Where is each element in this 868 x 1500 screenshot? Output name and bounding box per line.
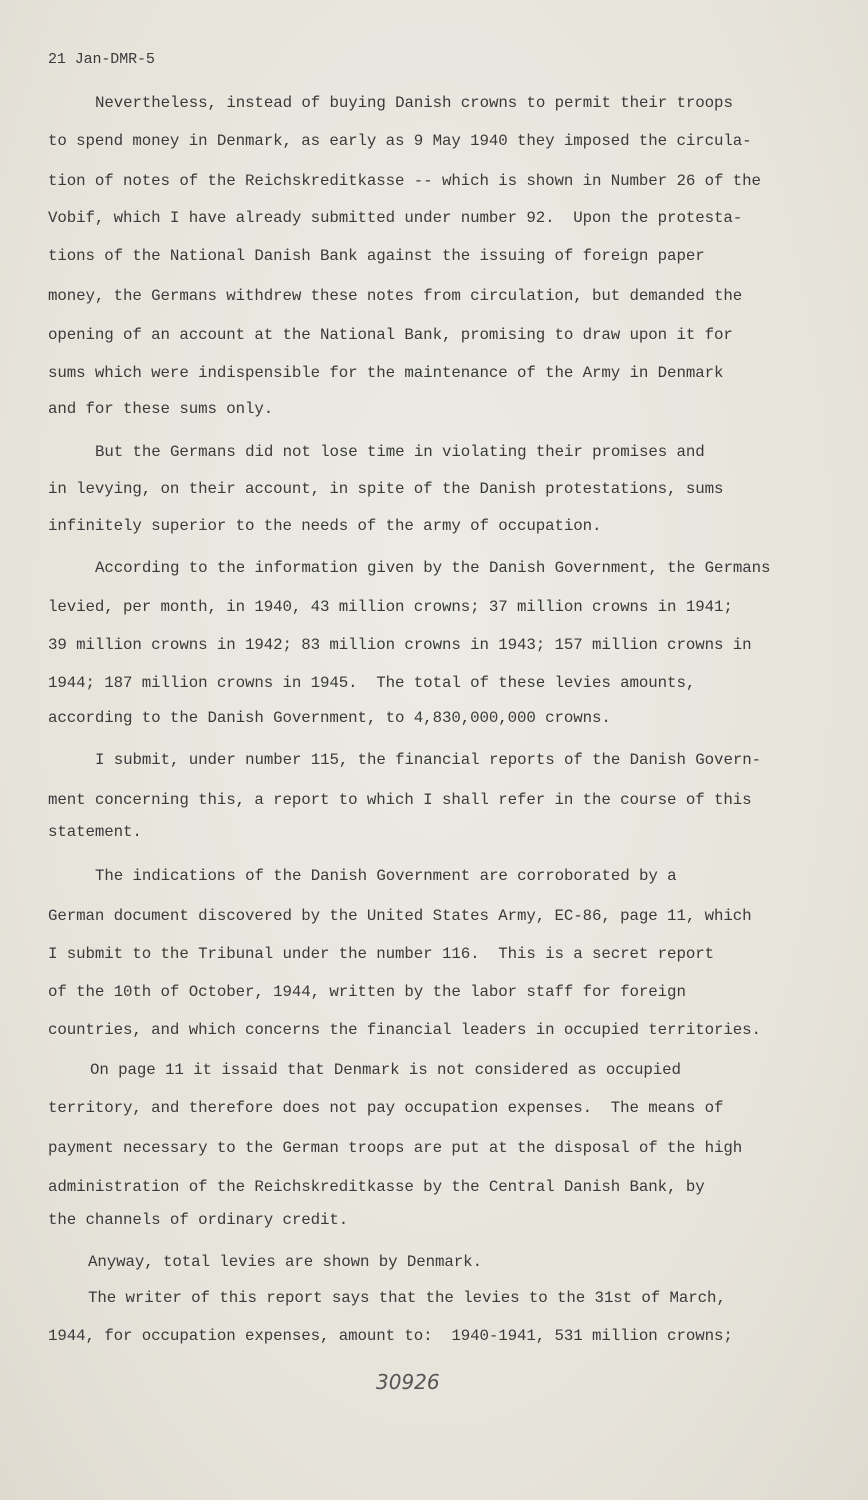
text-line: sums which were indispensible for the maintenance of the Army in Denmark xyxy=(48,364,724,382)
text-line: according to the Danish Government, to 4,830,000,000 crowns. xyxy=(48,709,611,727)
text-line: 1944, for occupation expenses, amount to: 1940-1941, 531 million crowns; xyxy=(48,1327,733,1345)
text-line: The writer of this report says that the levies to the 31st of March, xyxy=(88,1289,726,1307)
text-line: The indications of the Danish Government are corroborated by a xyxy=(95,867,677,885)
text-line: countries, and which concerns the financial leaders in occupied territories. xyxy=(48,1021,761,1039)
text-line: administration of the Reichskreditkasse by the Central Danish Bank, by xyxy=(48,1178,705,1196)
text-line: and for these sums only. xyxy=(48,400,274,418)
text-line: 1944; 187 million crowns in 1945. The total of these levies amounts, xyxy=(48,674,696,692)
text-line: tions of the National Danish Bank against the issuing of foreign paper xyxy=(48,247,705,265)
text-line: to spend money in Denmark, as early as 9 May 1940 they imposed the circula- xyxy=(48,132,752,150)
text-line: of the 10th of October, 1944, written by the labor staff for foreign xyxy=(48,983,686,1001)
text-line: I submit to the Tribunal under the number 116. This is a secret report xyxy=(48,945,714,963)
text-line: levied, per month, in 1940, 43 million crowns; 37 million crowns in 1941; xyxy=(48,598,733,616)
text-line: I submit, under number 115, the financial reports of the Danish Govern- xyxy=(95,751,761,769)
text-line: infinitely superior to the needs of the army of occupation. xyxy=(48,517,602,535)
text-line: ment concerning this, a report to which I shall refer in the course of this xyxy=(48,791,752,809)
text-line: tion of notes of the Reichskreditkasse -- which is shown in Number 26 of the xyxy=(48,172,761,190)
text-line: German document discovered by the United States Army, EC-86, page 11, which xyxy=(48,907,752,925)
text-line: territory, and therefore does not pay occupation expenses. The means of xyxy=(48,1099,724,1117)
text-line: payment necessary to the German troops are put at the disposal of the high xyxy=(48,1139,743,1157)
text-line: But the Germans did not lose time in violating their promises and xyxy=(95,443,705,461)
text-line: 39 million crowns in 1942; 83 million crowns in 1943; 157 million crowns in xyxy=(48,636,752,654)
text-line: On page 11 it issaid that Denmark is not considered as occupied xyxy=(90,1061,681,1079)
page-number: 30926 xyxy=(376,1370,440,1394)
text-line: in levying, on their account, in spite of the Danish protestations, sums xyxy=(48,480,724,498)
text-line: the channels of ordinary credit. xyxy=(48,1211,349,1229)
text-line: statement. xyxy=(48,823,142,841)
document-header: 21 Jan-DMR-5 xyxy=(48,51,155,68)
text-line: Nevertheless, instead of buying Danish crowns to permit their troops xyxy=(95,94,733,112)
text-line: opening of an account at the National Bank, promising to draw upon it for xyxy=(48,326,733,344)
text-line: According to the information given by the Danish Government, the Germans xyxy=(95,559,771,577)
text-line: Vobif, which I have already submitted under number 92. Upon the protesta- xyxy=(48,209,743,227)
text-line: money, the Germans withdrew these notes from circulation, but demanded the xyxy=(48,287,743,305)
text-line: Anyway, total levies are shown by Denmark. xyxy=(88,1253,482,1271)
